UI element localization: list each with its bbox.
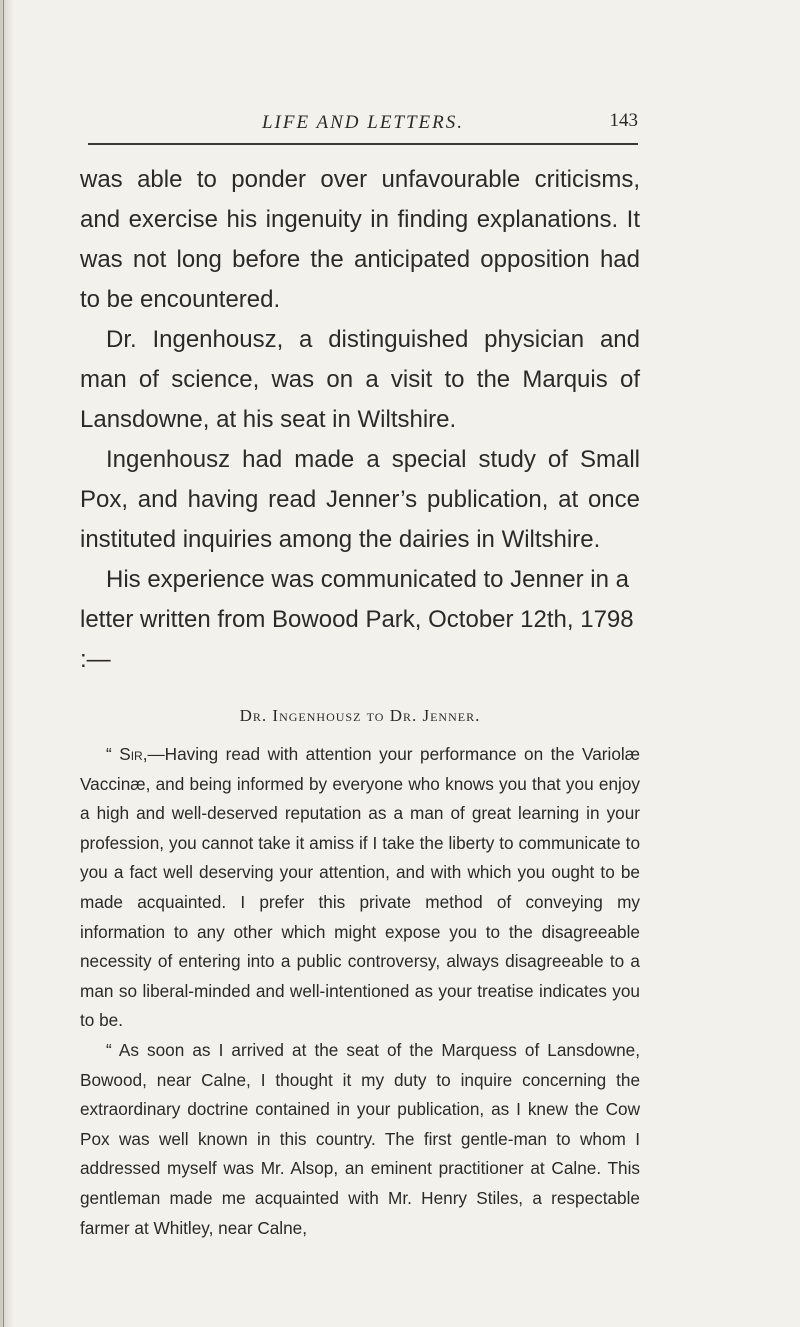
page-number: 143 xyxy=(609,110,638,131)
paragraph-inquiries: Ingenhousz had made a special study of Small Pox, and having read Jenner’s publication, at once instituted inquiries among the dairies in Wiltshire. xyxy=(80,446,640,553)
narrative-text xyxy=(80,160,640,680)
letter-salutation: “ Sir, xyxy=(106,744,148,764)
letter-text xyxy=(80,740,640,1243)
letter-paragraph-1 xyxy=(80,740,640,1036)
header-rule xyxy=(88,143,638,145)
page-body xyxy=(80,160,640,1243)
letter-paragraph-2: “ As soon as I arrived at the seat of the Marquess of Lansdowne, Bowood, near Calne, I thought it my duty to inquire concerning the extraordinary doctrine contained in your publication, as I knew the Cow Pox was well known in this country. The first gentle-man to whom I addressed myself was Mr. Alsop, an eminent practitioner at Calne. This gentleman made me acquainted with Mr. Henry Stiles, a respectable farmer at Whitley, near Calne, xyxy=(80,1039,640,1238)
letter-heading: Dr. Ingenhousz to Dr. Jenner. xyxy=(239,706,481,725)
paragraph-continued: was able to ponder over unfavourable criticisms, and exercise his ingenuity in finding explanations. It was not long before the anticipated opposition had to be encountered. xyxy=(80,166,640,313)
running-head: LIFE AND LETTERS. xyxy=(261,112,465,133)
paragraph-ingenhousz-visit: Dr. Ingenhousz, a distinguished physician and man of science, was on a visit to the Marquis of Lansdowne, at his seat in Wiltshire. xyxy=(80,326,640,433)
paragraph-letter-intro: His experience was communicated to Jenner in a letter written from Bowood Park, October 12th, 1798 :— xyxy=(80,566,634,673)
page-header xyxy=(88,108,638,138)
binding-line xyxy=(3,0,4,1327)
letter-paragraph-1-body: —Having read with attention your performance on the Variolæ Vaccinæ, and being informed by everyone who knows you that you enjoy a high and well-deserved reputation as a man of great learning in your profession, you cannot take it amiss if I take the liberty to communicate to you a fact well deserving your attention, and with which you ought to be made acquainted. I prefer this private method of conveying my information to any other which might expose you to the disagreeable necessity of entering into a public controversy, always disagreeable to a man so liberal-minded and well-intentioned as your treatise indicates you to be. xyxy=(80,744,640,1031)
